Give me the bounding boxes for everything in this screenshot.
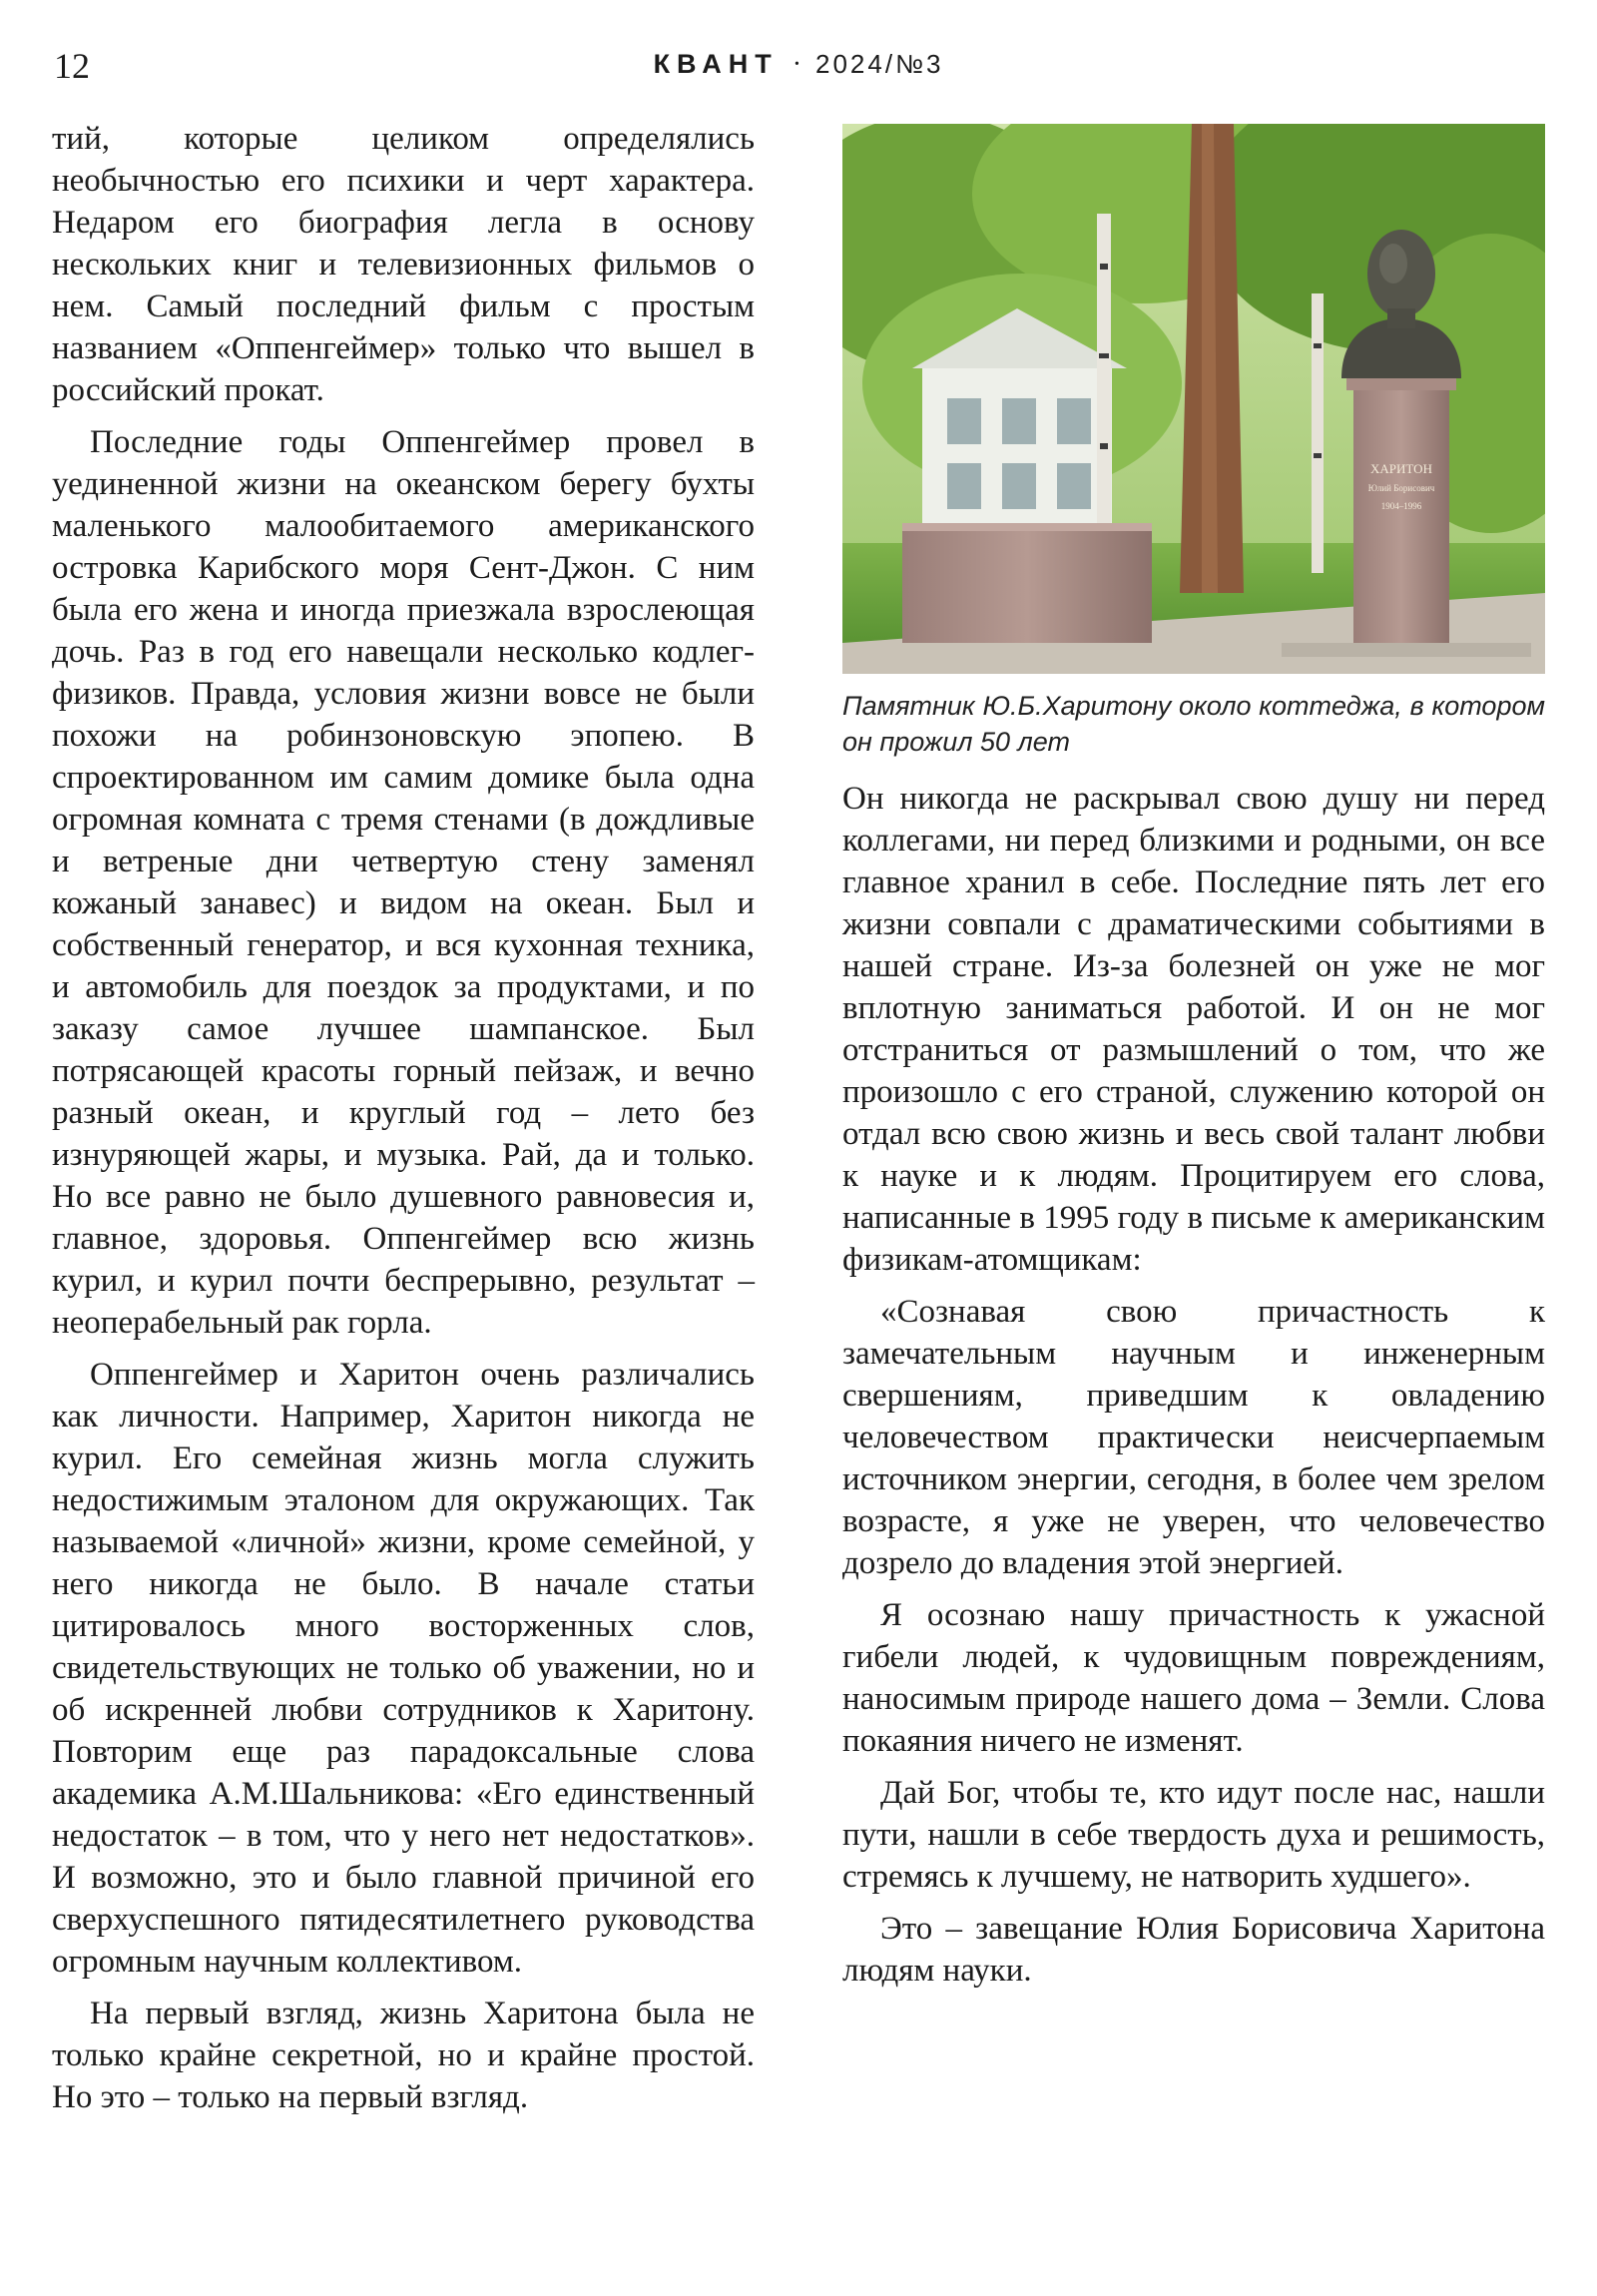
plaque-full-name: Юлий Борисович [1367, 483, 1435, 493]
header-separator: · [792, 49, 802, 80]
paragraph: тий, которые целиком определялись необычностью его психики и черт характера. Недаром его биография легла в основу нескольких книг и телевизионных фильмов о нем. Самый последний фильм с простым названием «Оппенгеймер» только что вышел в российский прокат. [52, 121, 755, 408]
paragraph: Он никогда не раскрывал свою душу ни перед коллегами, ни перед близкими и родными, он все главное хранил в себе. Последние пять лет его жизни совпали с драматическими событиями в нашей стране. Из-за болезней он уже не мог вплотную заниматься работой. И он не мог отстраниться от размышлений о том, что же произошло с его страной, служению которой он отдал всю свою жизнь и весь свой талант любви к науке и к людям. Процитируем его слова, написанные в 1995 году в письме к американским физикам-атомщикам: [842, 781, 1545, 1278]
quote-paragraph: Я осознаю нашу причастность к ужасной гибели людей, к чудовищным повреждениям, наносимым природе нашего дома – Земли. Слова покаяния ничего не изменят. [842, 1597, 1545, 1759]
issue-number: 2024/№3 [815, 49, 944, 79]
quote-paragraph: Дай Бог, чтобы те, кто идут после нас, нашли пути, нашли в себе твердость духа и решимость, стремясь к лучшему, не натворить худшего». [842, 1775, 1545, 1895]
page-number: 12 [54, 46, 90, 86]
magazine-title: КВАНТ [653, 49, 779, 79]
paragraph: Оппенгеймер и Харитон очень различались как личности. Например, Харитон никогда не курил. Его семейная жизнь могла служить недостижимым эталоном для окружающих. Так называемой «личной» жизни, кроме семейной, у него никогда не было. В начале статьи цитировалось много восторженных слов, свидетельствующих не только об уважении, но и об искренней любви сотрудников к Харитону. Повторим еще раз парадоксальные слова академика А.М.Шальникова: «Его единственный недостаток – в том, что у него нет недостатков». И возможно, это и было главной причиной его сверхуспешного пятидесятилетнего руководства огромным научным коллективом. [52, 1357, 755, 1980]
plaque-name: ХАРИТОН [1370, 461, 1432, 476]
left-column [52, 118, 755, 2128]
monument-photo-illustration [842, 124, 1545, 674]
right-column [842, 118, 1545, 2002]
plaque-years: 1904–1996 [1380, 501, 1422, 511]
running-head [0, 46, 1597, 83]
paragraph: На первый взгляд, жизнь Харитона была не только крайне секретной, но и крайне простой. Но это – только на первый взгляд. [52, 1996, 755, 2115]
paragraph: Последние годы Оппенгеймер провел в уединенной жизни на океанском берегу бухты маленького малообитаемого американского островка Карибского моря Сент-Джон. С ним была его жена и иногда приезжала взрослеющая дочь. Раз в год его навещали несколько кодлег-физиков. Правда, условия жизни вовсе не были похожи на робинзоновскую эпопею. В спроектированном им самим домике была одна огромная комната с тремя стенами (в дождливые и ветреные дни четвертую стену заменял кожаный занавес) и видом на океан. Был и собственный генератор, и вся кухонная техника, и автомобиль для поездок за продуктами, и по заказу самое лучшее шампанское. Был потрясающей красоты горный пейзаж, и вечно разный океан, и круглый год – лето без изнуряющей жары, и музыка. Рай, да и только. Но все равно не было душевного равновесия и, главное, здоровья. Оппенгеймер всю жизнь курил, и курил почти беспрерывно, результат – неоперабельный рак горла. [52, 424, 755, 1341]
paragraph: Это – завещание Юлия Борисовича Харитона людям науки. [842, 1911, 1545, 1989]
figure-caption: Памятник Ю.Б.Харитону около коттеджа, в котором он прожил 50 лет [842, 691, 1545, 757]
monument-photo [842, 124, 1545, 674]
quote-paragraph: «Сознавая свою причастность к замечательным научным и инженерным свершениям, приведшим к овладению человечеством практически неисчерпаемым источником энергии, сегодня, в более чем зрелом возрасте, я уже не уверен, что человечество дозрело до владения этой энергией. [842, 1294, 1545, 1581]
